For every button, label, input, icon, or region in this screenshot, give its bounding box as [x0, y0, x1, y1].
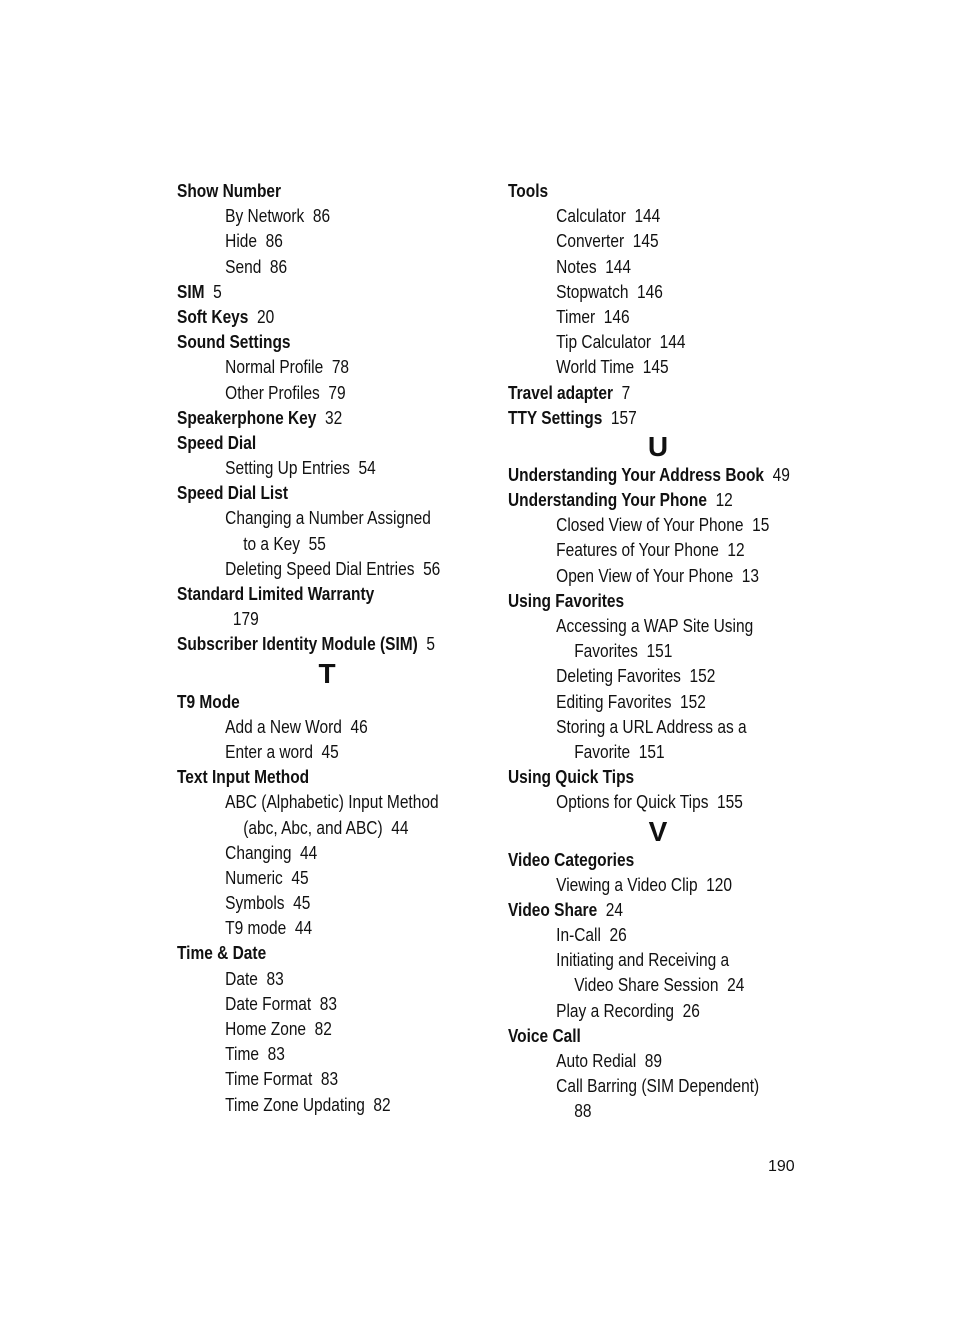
index-subentry: Closed View of Your Phone 15 — [556, 515, 770, 536]
index-entry — [177, 280, 435, 305]
index-subentry: Open View of Your Phone 13 — [556, 565, 759, 586]
index-subentry: Viewing a Video Clip 120 — [556, 874, 733, 895]
index-subentry: Add a New Word 46 — [225, 716, 368, 737]
index-entry-term: Speakerphone Key — [177, 407, 317, 428]
index-subentry: Editing Favorites 152 — [556, 691, 706, 712]
index-subentry: Calculator 144 — [556, 206, 661, 227]
index-subentry: Other Profiles 79 — [225, 382, 346, 403]
index-subentry: Converter 145 — [556, 231, 659, 252]
index-subentry: Symbols 45 — [225, 893, 311, 914]
index-subentry: T9 mode 44 — [225, 918, 313, 939]
index-entry: Voice Call — [508, 1025, 581, 1046]
index-entry — [177, 406, 435, 431]
index-subentry: In-Call 26 — [556, 925, 627, 946]
index-subentry: Normal Profile 78 — [225, 357, 350, 378]
index-entry-term: Subscriber Identity Module (SIM) — [177, 634, 418, 655]
index-entry-page: 32 — [316, 407, 343, 428]
index-entry-page: 12 — [706, 490, 733, 511]
index-entry-term: Understanding Your Address Book — [508, 464, 765, 485]
index-subentry: Time Format 83 — [225, 1069, 339, 1090]
index-entry: Standard Limited Warranty — [177, 584, 375, 604]
index-subentry: Play a Recording 26 — [556, 1000, 700, 1021]
index-entry: Text Input Method — [177, 767, 310, 788]
index-subentry: By Network 86 — [225, 206, 331, 227]
page-number: 190 — [768, 1158, 795, 1175]
index-entry-page: 5 — [204, 281, 222, 302]
index-subentry: Home Zone 82 — [225, 1019, 332, 1039]
index-subentry: Deleting Favorites 152 — [556, 666, 716, 687]
index-subentry: Accessing a WAP Site Using — [556, 616, 754, 636]
index-column-right — [508, 179, 828, 1125]
index-entry: Using Favorites — [508, 590, 625, 611]
index-entry — [508, 406, 783, 431]
index-section-letter: T — [318, 657, 336, 689]
index-entry — [508, 381, 783, 406]
index-subentry: Enter a word 45 — [225, 741, 339, 762]
index-entry-term: Video Share — [508, 899, 598, 920]
index-subentry: Options for Quick Tips 155 — [556, 792, 743, 813]
index-subentry: to a Key 55 — [243, 533, 326, 554]
index-subentry: ABC (Alphabetic) Input Method — [225, 792, 439, 813]
index-subentry: Video Share Session 24 — [574, 975, 745, 996]
index-subentry: Hide 86 — [225, 231, 283, 252]
index-subentry: Features of Your Phone 12 — [556, 540, 745, 561]
index-entry: Speed Dial List — [177, 483, 288, 504]
index-entry: T9 Mode — [177, 691, 240, 712]
index-entry: Tools — [508, 181, 549, 201]
index-subentry: Changing 44 — [225, 842, 318, 863]
index-subentry: Initiating and Receiving a — [556, 950, 730, 971]
index-subentry: Stopwatch 146 — [556, 281, 663, 302]
index-entry-page: 5 — [417, 634, 436, 655]
index-entry: Speed Dial — [177, 432, 257, 453]
index-subentry: Send 86 — [225, 256, 288, 277]
index-subentry: Changing a Number Assigned — [225, 508, 431, 529]
index-subentry: 179 — [232, 609, 259, 630]
index-entry-term: SIM — [177, 281, 205, 302]
index-subentry: World Time 145 — [556, 357, 669, 378]
index-entry — [177, 632, 435, 657]
index-entry — [508, 463, 790, 488]
index-subentry: Favorite 151 — [574, 741, 665, 762]
index-entry-page: 157 — [602, 407, 637, 428]
index-entry-term: Soft Keys — [177, 306, 249, 327]
index-subentry: 88 — [574, 1101, 592, 1122]
index-subentry: Notes 144 — [556, 256, 632, 277]
index-entry: Show Number — [177, 181, 282, 201]
index-subentry: Deleting Speed Dial Entries 56 — [225, 558, 441, 579]
index-entry: Time & Date — [177, 943, 267, 964]
index-subentry: Date 83 — [225, 968, 284, 989]
index-subentry: Time Zone Updating 82 — [225, 1094, 391, 1115]
index-entry — [508, 898, 783, 923]
index-subentry: Auto Redial 89 — [556, 1051, 663, 1071]
index-subentry: Numeric 45 — [225, 867, 309, 888]
index-subentry: Storing a URL Address as a — [556, 716, 747, 737]
index-entry-page: 20 — [248, 306, 275, 327]
index-subentry: Call Barring (SIM Dependent) — [556, 1076, 760, 1097]
index-entry — [508, 488, 783, 513]
index-section-letter: V — [648, 815, 668, 847]
index-entry-page: 24 — [597, 899, 624, 920]
index-subentry: Tip Calculator 144 — [556, 332, 686, 353]
index-entry-term: Understanding Your Phone — [508, 490, 707, 511]
index-entry: Sound Settings — [177, 332, 291, 353]
index-subentry: Timer 146 — [556, 306, 630, 327]
index-subentry: Setting Up Entries 54 — [225, 458, 376, 479]
index-subentry: Date Format 83 — [225, 993, 338, 1014]
index-entry: Video Categories — [508, 849, 635, 870]
index-entry-page: 49 — [764, 464, 790, 485]
index-subentry: Time 83 — [225, 1044, 285, 1065]
index-subentry: (abc, Abc, and ABC) 44 — [243, 817, 409, 838]
index-column-left — [177, 179, 477, 1118]
index-entry: Using Quick Tips — [508, 767, 635, 788]
index-entry — [177, 305, 435, 330]
index-entry-page: 7 — [612, 382, 631, 403]
index-entry-term: TTY Settings — [508, 407, 603, 428]
index-section-letter: U — [647, 430, 669, 462]
index-subentry: Favorites 151 — [574, 641, 673, 662]
index-entry-term: Travel adapter — [508, 382, 613, 403]
